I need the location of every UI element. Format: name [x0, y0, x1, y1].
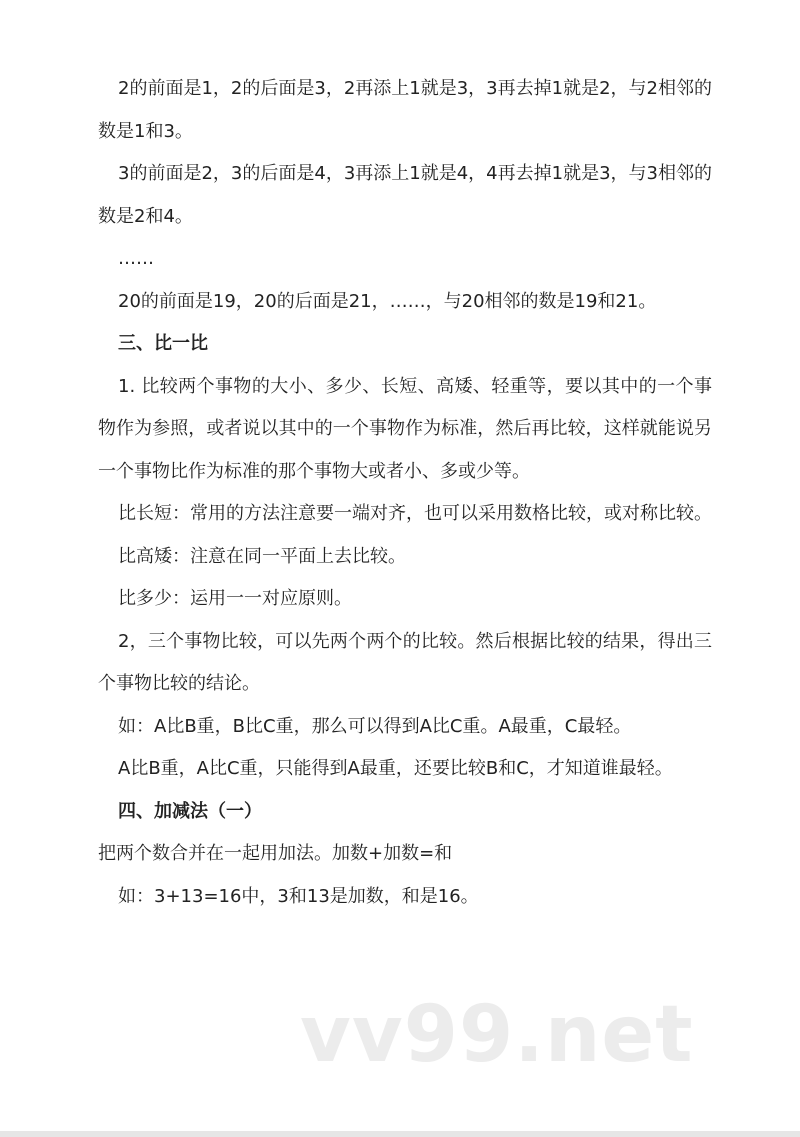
watermark: vv99.net — [300, 990, 694, 1080]
section-heading: 四、加减法（一） — [118, 800, 262, 822]
section-heading: 三、比一比 — [118, 333, 208, 354]
document-body — [98, 68, 712, 918]
paragraph: 如：3+13=16中，3和13是加数，和是16。 — [118, 885, 479, 907]
paragraph: A比B重，A比C重，只能得到A最重，还要比较B和C，才知道谁最轻。 — [118, 758, 673, 779]
ellipsis-line: …… — [118, 248, 154, 269]
paragraph: 2，三个事物比较，可以先两个两个的比较。然后根据比较的结果，得出三个事物比较的结论。 — [98, 630, 712, 694]
paragraph: 如：A比B重，B比C重，那么可以得到A比C重。A最重，C最轻。 — [118, 715, 632, 737]
paragraph: 比长短：常用的方法注意要一端对齐，也可以采用数格比较，或对称比较。 — [118, 503, 712, 524]
paragraph: 3的前面是2，3的后面是4，3再添上1就是4，4再去掉1就是3，与3相邻的数是2和4。 — [98, 163, 712, 227]
paragraph: 1. 比较两个事物的大小、多少、长短、高矮、轻重等，要以其中的一个事物作为参照，或者说以其中的一个事物作为标准，然后再比较，这样就能说另一个事物比作为标准的那个事物大或者小、多或少等。 — [98, 375, 712, 482]
paragraph: 2的前面是1，2的后面是3，2再添上1就是3，3再去掉1就是2，与2相邻的数是1和3。 — [98, 78, 712, 142]
paragraph: 比高矮：注意在同一平面上去比较。 — [118, 545, 406, 567]
paragraph: 20的前面是19，20的后面是21，……，与20相邻的数是19和21。 — [118, 290, 657, 312]
paragraph: 比多少：运用一一对应原则。 — [118, 588, 352, 609]
paragraph: 把两个数合并在一起用加法。加数+加数=和 — [98, 843, 453, 864]
page-bottom-edge — [0, 1131, 800, 1137]
